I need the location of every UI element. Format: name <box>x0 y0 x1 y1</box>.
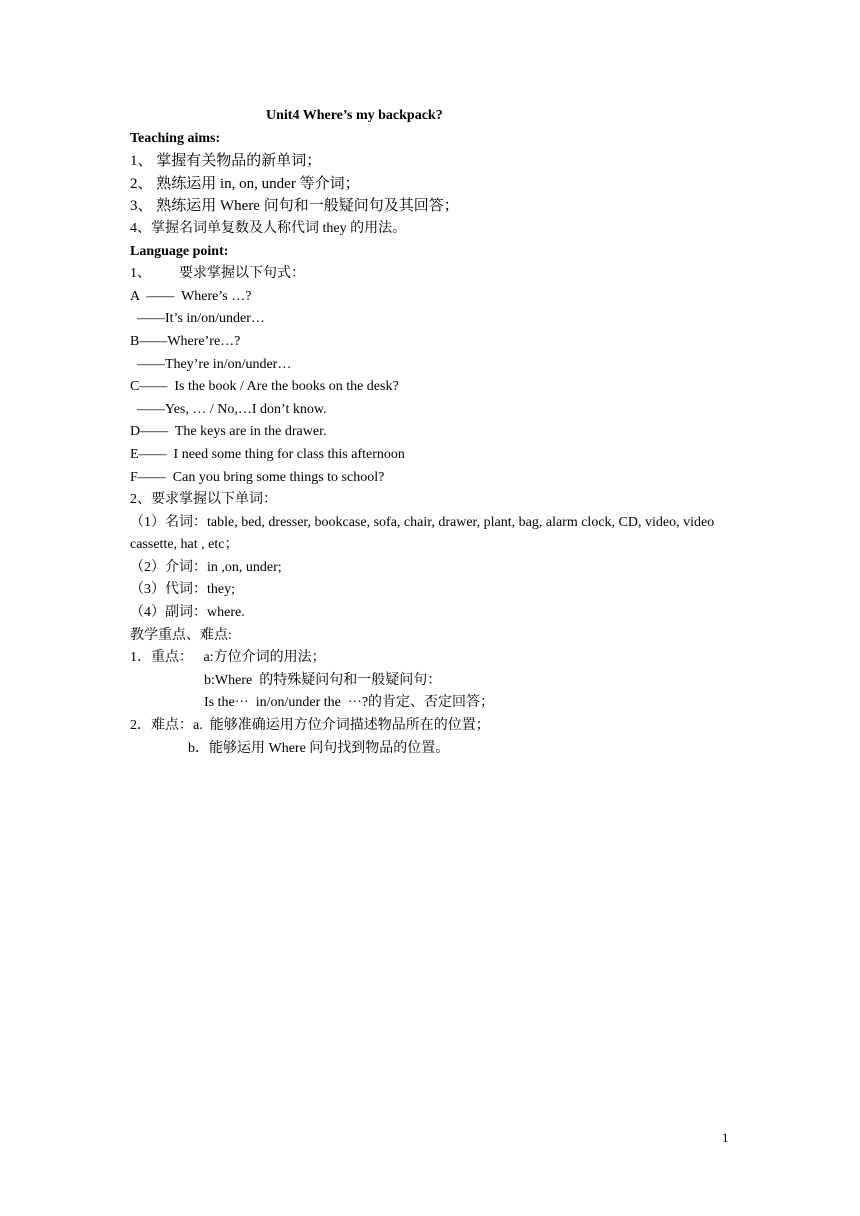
sentence-pattern-line: B——Where’re…? <box>130 333 241 349</box>
language-point-heading: Language point: <box>130 243 229 259</box>
sentence-pattern-line: D—— The keys are in the drawer. <box>130 424 327 440</box>
word-group-prepositions: （2）介词：in ,on, under; <box>130 559 282 575</box>
word-group-pronouns: （3）代词：they; <box>130 582 235 598</box>
document-title: Unit4 Where’s my backpack? <box>266 108 443 123</box>
document-body <box>130 105 740 760</box>
teaching-aim-item: 1、 掌握有关物品的新单词； <box>130 153 322 170</box>
sentence-pattern-line: ——It’s in/on/under… <box>130 311 265 327</box>
word-list-intro: 2、要求掌握以下单词： <box>130 492 277 508</box>
word-group-adverbs: （4）副词：where. <box>130 605 245 621</box>
teaching-aim-item: 2、 熟练运用 in, on, under 等介词； <box>130 175 360 192</box>
key-point-line: 1．重点： a:方位介词的用法； <box>130 650 326 666</box>
sentence-pattern-line: C—— Is the book / Are the books on the desk? <box>130 379 399 395</box>
teaching-aim-item: 4、掌握名词单复数及人称代词 they 的用法。 <box>130 220 407 236</box>
key-point-sub: b:Where 的特殊疑问句和一般疑问句： <box>204 672 442 688</box>
sentence-pattern-line: ——Yes, … / No,…I don’t know. <box>130 401 327 417</box>
sentence-pattern-line: A —— Where’s …? <box>130 288 252 304</box>
key-point-sub: Is the··· in/on/under the ···?的肯定、否定回答； <box>204 695 495 711</box>
sentence-pattern-line: ——They’re in/on/under… <box>130 356 292 372</box>
difficult-point-sub: b．能够运用 Where 问句找到物品的位置。 <box>188 740 450 756</box>
sentence-pattern-line: F—— Can you bring some things to school? <box>130 469 385 485</box>
difficult-point-line: 2．难点：a. 能够准确运用方位介词描述物品所在的位置； <box>130 718 490 734</box>
sentence-pattern-intro: 1、 要求掌握以下句式： <box>130 266 305 282</box>
page-number: 1 <box>722 1130 729 1145</box>
teaching-aim-item: 3、 熟练运用 Where 问句和一般疑问句及其回答； <box>130 198 459 215</box>
sentence-pattern-line: E—— I need some thing for class this afternoon <box>130 446 405 462</box>
word-group-nouns: （1）名词：table, bed, dresser, bookcase, sofa, chair, drawer, plant, bag, alarm clock, CD, video, video cassette, hat , etc； <box>130 514 715 553</box>
key-difficult-heading: 教学重点、难点: <box>130 627 232 643</box>
teaching-aims-heading: Teaching aims: <box>130 130 221 146</box>
